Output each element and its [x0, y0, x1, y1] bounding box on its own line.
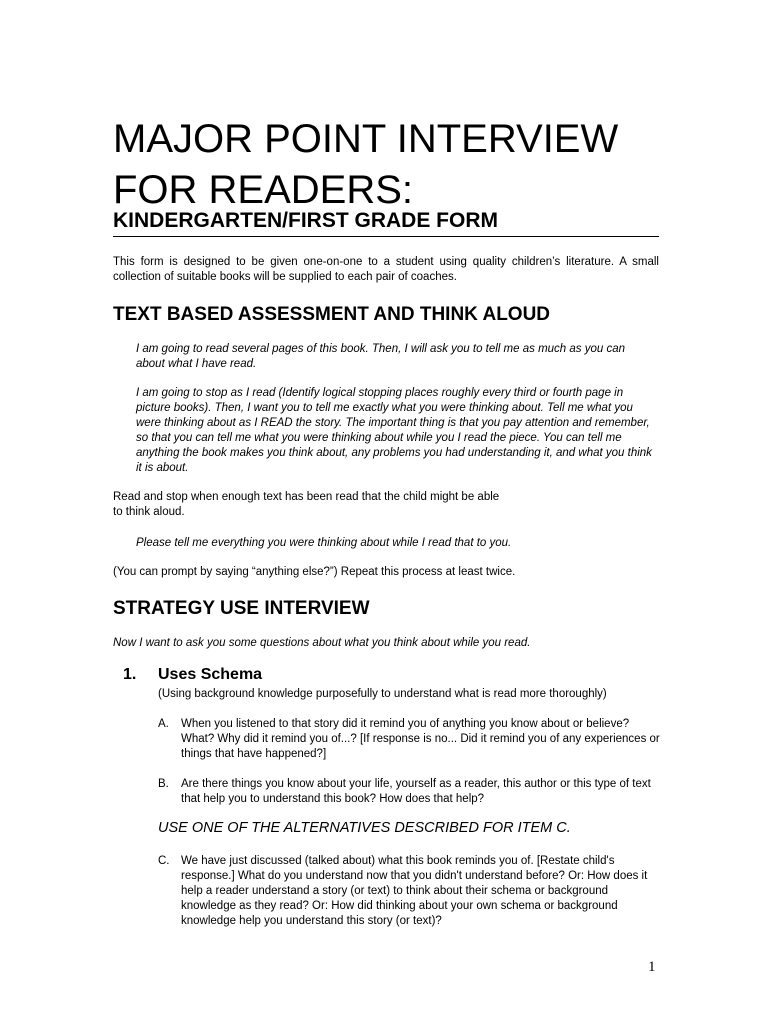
title-line-1: MAJOR POINT INTERVIEW: [113, 117, 619, 161]
question-a-text: When you listened to that story did it remind you of anything you know about or believe? What? Why did it remind you of...? [If response is no... Did it remind you of any experiences or things that have happened?]: [181, 718, 660, 760]
intro-paragraph: This form is designed to be given one-on-one to a student using quality children’s literature. A small collection of suitable books will be supplied to each pair of coaches.: [113, 256, 659, 283]
question-b-text: Are there things you know about your life, yourself as a reader, this author or this type of text that help you to understand this book? How does that help?: [181, 778, 651, 805]
page-title: [113, 114, 673, 216]
alternatives-note: USE ONE OF THE ALTERNATIVES DESCRIBED FOR ITEM C.: [158, 820, 571, 836]
read-instructions-quote: I am going to read several pages of this book. Then, I will ask you to tell me as much as you can about what I have read.: [136, 343, 626, 370]
page-number: 1: [648, 959, 656, 975]
item-number: 1.: [123, 666, 137, 683]
question-b-label: B.: [158, 778, 169, 790]
strategy-intro: Now I want to ask you some questions about what you think about while you read.: [113, 637, 531, 649]
question-c-label: C.: [158, 855, 170, 867]
item-subtitle: (Using background knowledge purposefully to understand what is read more thoroughly): [158, 688, 607, 700]
question-a-label: A.: [158, 718, 169, 730]
question-c-text: We have just discussed (talked about) what this book reminds you of. [Restate child's response.] What do you understand now that you didn't understand before? Or: How does it help a reader understand a story (or text) to think about their schema or background knowledge as they read? Or: How did thinking about your own schema or background knowledge help you understand this story (or text)?: [181, 855, 648, 927]
form-subtitle: KINDERGARTEN/FIRST GRADE FORM: [113, 207, 659, 237]
section-heading-text-based: TEXT BASED ASSESSMENT AND THINK ALOUD: [113, 304, 551, 325]
read-stop-instruction: Read and stop when enough text has been read that the child might be able to think aloud.: [113, 491, 500, 518]
title-line-2: FOR READERS:: [113, 168, 414, 212]
think-aloud-quote: Please tell me everything you were thinking about while I read that to you.: [136, 537, 512, 549]
prompt-instruction: (You can prompt by saying “anything else?”) Repeat this process at least twice.: [113, 566, 516, 578]
section-heading-strategy-use: STRATEGY USE INTERVIEW: [113, 598, 370, 619]
item-title: Uses Schema: [158, 666, 263, 683]
stop-instructions-quote: I am going to stop as I read (Identify logical stopping places roughly every third or fourth page in picture books). Then, I want you to tell me exactly what you were thinking about. Tell me what you were thinking about as I READ the story. The important thing is that you pay attention and remember, so that you can tell me what you were thinking about while you I read the piece. You can tell me anything the book makes you think about, any problems you had understanding it, and what you think it is about.: [136, 387, 652, 474]
